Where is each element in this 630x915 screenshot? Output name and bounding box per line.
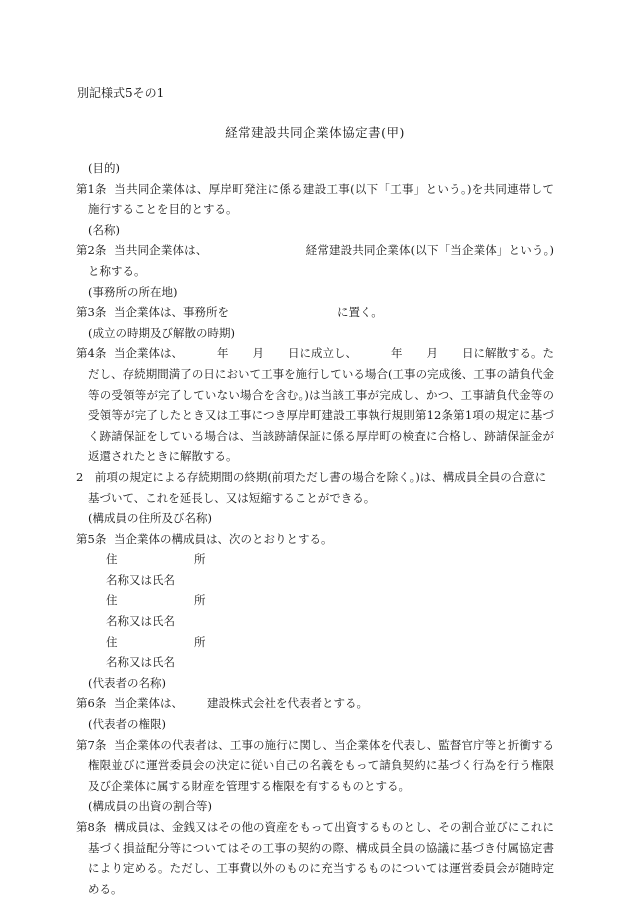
article-4-number: 第4条 [76,346,107,361]
address-label-b: 所 [194,634,206,649]
article-2-text-b: 経常建設共同企業体(以下「当企業体」という。)と称する。 [88,243,554,278]
article-8 [76,817,554,899]
article-4-text-a: 当企業体は、 [114,346,183,361]
member-1-address [76,549,554,570]
article-2-number: 第2条 [76,243,107,258]
article-3-text-b: に置く。 [337,305,383,320]
article-2 [76,240,554,281]
article-7-heading: (代表者の権限) [88,717,166,732]
year-label-2: 年 [391,346,403,361]
article-6-heading: (代表者の名称) [88,675,166,690]
article-8-heading: (構成員の出資の割合等) [88,799,212,814]
address-label-b: 所 [194,552,206,567]
article-8-number: 第8条 [76,820,107,834]
article-8-text: 構成員は、金銭又はその他の資産をもって出資するものとし、その割合並びにこれに基づく損益配分等についてはその工事の契約の際、構成員全員の協議に基づき付属協定書により定める。ただし、工事費以外のものに充当するものについては運営委員会が随時定める。 [88,820,554,896]
article-3-number: 第3条 [76,305,107,320]
member-1-name: 名称又は氏名 [106,572,175,587]
article-5-text: 当企業体の構成員は、次のとおりとする。 [114,531,333,546]
article-7 [76,735,554,797]
article-7-number: 第7条 [76,737,107,752]
address-label-a: 住 [106,593,118,608]
month-label-2: 月 [426,346,438,361]
article-3-heading: (事務所の所在地) [88,284,178,299]
article-4 [76,343,554,467]
article-5 [76,529,554,550]
address-label-a: 住 [106,634,118,649]
month-label-1: 月 [252,346,264,361]
document-body [76,158,554,899]
article-2-heading: (名称) [88,222,120,237]
day-label-2: 日に解散する。ただし、存続期間満了の日において工事を施行している場合(工事の完成後、工事の請負代金等の受領等が完了していない場合を含む。)は当該工事が完成し、かつ、工事請負代金等の受領等が完了したとき又は工事につき厚岸町建設工事執行規則第12条第1項の規定に基づく跡請保証をしている場合は、当該跡請保証に係る厚岸町の検査に合格し、跡請保証金が返還されたときに解散する。 [88,346,554,464]
address-label-b: 所 [194,593,206,608]
article-1-number: 第1条 [76,181,107,196]
member-3-address [76,632,554,653]
member-3-name: 名称又は氏名 [106,655,175,670]
article-5-heading: (構成員の住所及び名称) [88,511,212,526]
article-6-text-b: 建設株式会社を代表者とする。 [207,696,368,711]
article-4-paragraph-2: 2 前項の規定による存続期間の終期(前項ただし書の場合を除く。)は、構成員全員の合意に基づいて、これを延長し、又は短縮することができる。 [76,469,547,505]
year-label-1: 年 [217,346,229,361]
day-label-1: 日に成立し、 [288,346,357,361]
article-1-text: 当共同企業体は、厚岸町発注に係る建設工事(以下「工事」という。)を共同連帯して施行することを目的とする。 [88,181,554,217]
article-1-heading: (目的) [88,161,120,175]
member-2-address [76,590,554,611]
article-6-text-a: 当企業体は、 [114,696,183,711]
article-2-text-a: 当共同企業体は、 [114,243,208,258]
article-1 [76,179,554,220]
member-list [76,549,554,673]
article-3-text-a: 当企業体は、事務所を [114,305,229,320]
article-5-number: 第5条 [76,531,107,546]
article-3 [76,302,554,323]
article-4-heading: (成立の時期及び解散の時期) [88,325,235,340]
document-title: 経常建設共同企業体協定書(甲) [225,125,405,140]
form-number: 別記様式5その1 [77,86,165,100]
article-6-number: 第6条 [76,696,107,711]
article-7-text: 当企業体の代表者は、工事の施行に関し、当企業体を代表し、監督官庁等と折衝する権限並びに運営委員会の決定に従い自己の名義をもって請負契約に基づく行為を行う権限及び企業体に属する財産を管理する権限を有するものとする。 [88,737,554,793]
article-6 [76,693,554,714]
address-label-a: 住 [106,552,118,567]
member-2-name: 名称又は氏名 [106,614,175,629]
